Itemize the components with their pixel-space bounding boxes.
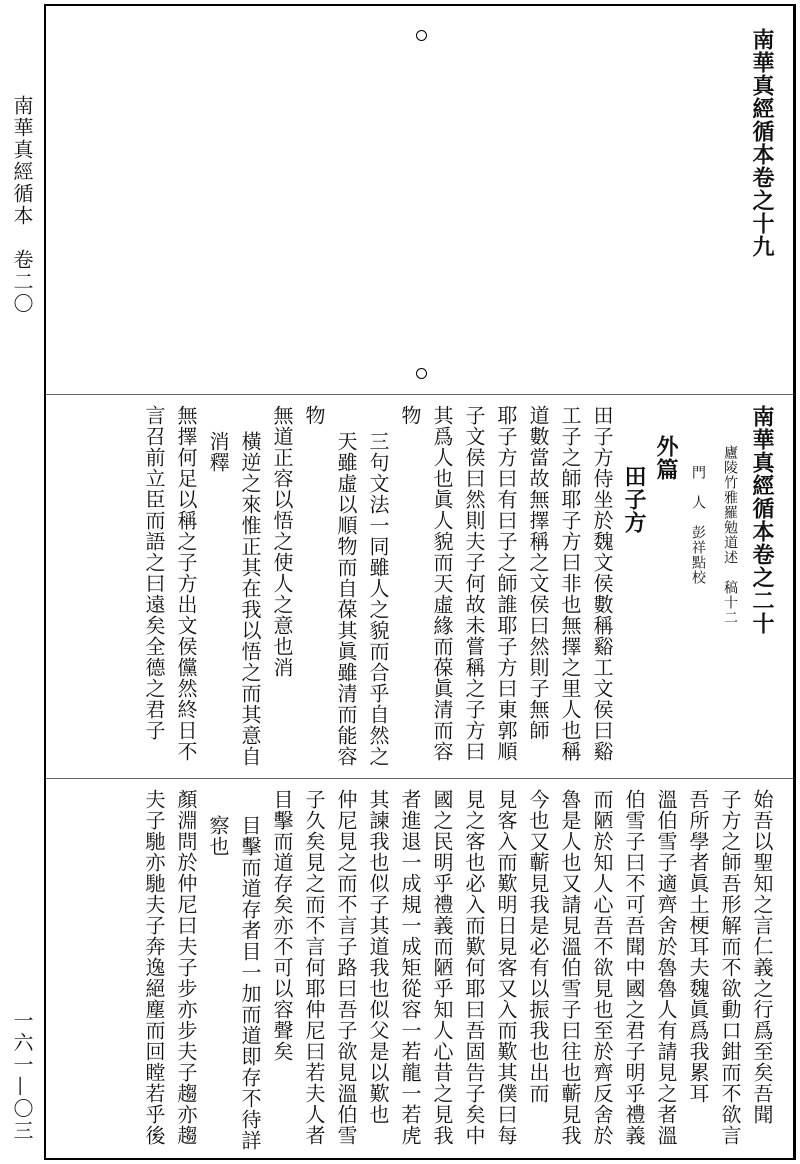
middle-panel: [46, 394, 793, 778]
text-column: 物: [302, 405, 326, 426]
text-column: 物: [398, 405, 422, 426]
text-column: 夫子馳亦馳夫子奔逸絕塵而回瞠若乎後: [142, 789, 166, 1146]
text-column: 子文侯曰然則夫子何故未嘗稱之子方曰: [462, 405, 486, 762]
binding-circle-bottom: [416, 368, 427, 379]
binding-circle-top: [416, 30, 427, 41]
commentary-column: 橫逆之來惟正其在我以悟之而其意自: [238, 431, 262, 767]
bottom-panel: [46, 778, 793, 1158]
text-column: 子久矣見之而不言何耶仲尼曰若夫人者: [302, 789, 326, 1146]
text-column: 吾所學者眞土梗耳夫魏眞爲我累耳: [686, 789, 710, 1104]
text-column: 見之客也必入而歎何耶曰吾固告子矣中: [462, 789, 486, 1146]
commentary-column: 三句文法一同雖人之貌而合乎自然之: [366, 431, 390, 767]
text-column: 田子方侍坐於魏文侯數稱谿工文侯曰谿: [590, 405, 614, 762]
text-column: 始吾以聖知之言仁義之行爲至矣吾聞: [750, 789, 774, 1125]
text-column: 言召前立臣而語之曰遠矣全德之君子: [142, 405, 166, 741]
text-column: 目擊而道存矣亦不可以容聲矣: [270, 789, 294, 1062]
commentary-column: 察也: [206, 815, 230, 857]
commentary-column: 消釋: [206, 431, 230, 473]
text-column: 其諫我也似子其道我也似父是以歎也: [366, 789, 390, 1125]
margin-book-title: 南華真經循本 卷二〇: [10, 95, 34, 315]
text-column: 魯是人也又請見溫伯雪子曰往也蘄見我: [558, 789, 582, 1146]
page-frame: [44, 4, 796, 1160]
text-column: 南華真經循本卷之二十: [749, 405, 775, 635]
text-column: 國之民明乎禮義而陋乎知人心昔之見我: [430, 789, 454, 1146]
text-column: 門 人 彭祥點校: [690, 465, 706, 585]
top-panel: [46, 6, 793, 394]
text-column: 見客入而歎明日見客又入而歎其僕曰每: [494, 789, 518, 1146]
section-heading: 外篇: [653, 435, 679, 481]
text-column: 者進退一成規一成矩從容一若龍一若虎: [398, 789, 422, 1146]
text-column: 耶子方曰有曰子之師誰耶子方曰東郭順: [494, 405, 518, 762]
margin-page-number: 一六一—〇三: [10, 1010, 34, 1142]
text-column: 溫伯雪子適齊舍於魯魯人有請見之者溫: [654, 789, 678, 1146]
text-column: 道數當故無擇稱之文侯曰然則子無師: [526, 405, 550, 741]
text-column: 伯雪子曰不可吾聞中國之君子明乎禮義: [622, 789, 646, 1146]
text-column: 廬陵竹雅羅勉道述 稿十二: [722, 445, 738, 625]
text-column: 子方之師吾形解而不欲動口鉗而不欲言: [718, 789, 742, 1146]
chapter-heading: 田子方: [621, 465, 647, 534]
commentary-column: 目擊而道存者目一加而道即存不待詳: [238, 815, 262, 1151]
top-panel-title: 南華真經循本卷之十九: [749, 28, 775, 258]
text-column: 而陋於知人心吾不欲見也至於齊反舍於: [590, 789, 614, 1146]
text-column: 今也又蘄見我是必有以振我也出而: [526, 789, 550, 1104]
text-column: 仲尼見之而不言子路曰吾子欲見溫伯雪: [334, 789, 358, 1146]
text-column: 無擇何足以稱之子方出文侯儻然終日不: [174, 405, 198, 762]
commentary-column: 天雖虛以順物而自葆其眞雖清而能容: [334, 431, 358, 767]
text-column: 無道正容以悟之使人之意也消: [270, 405, 294, 678]
text-column: 其爲人也眞人貌而天虛緣而葆眞清而容: [430, 405, 454, 762]
text-column: 工子之師耶子方曰非也無擇之里人也稱: [558, 405, 582, 762]
text-column: 顏淵問於仲尼曰夫子步亦步夫子趨亦趨: [174, 789, 198, 1146]
